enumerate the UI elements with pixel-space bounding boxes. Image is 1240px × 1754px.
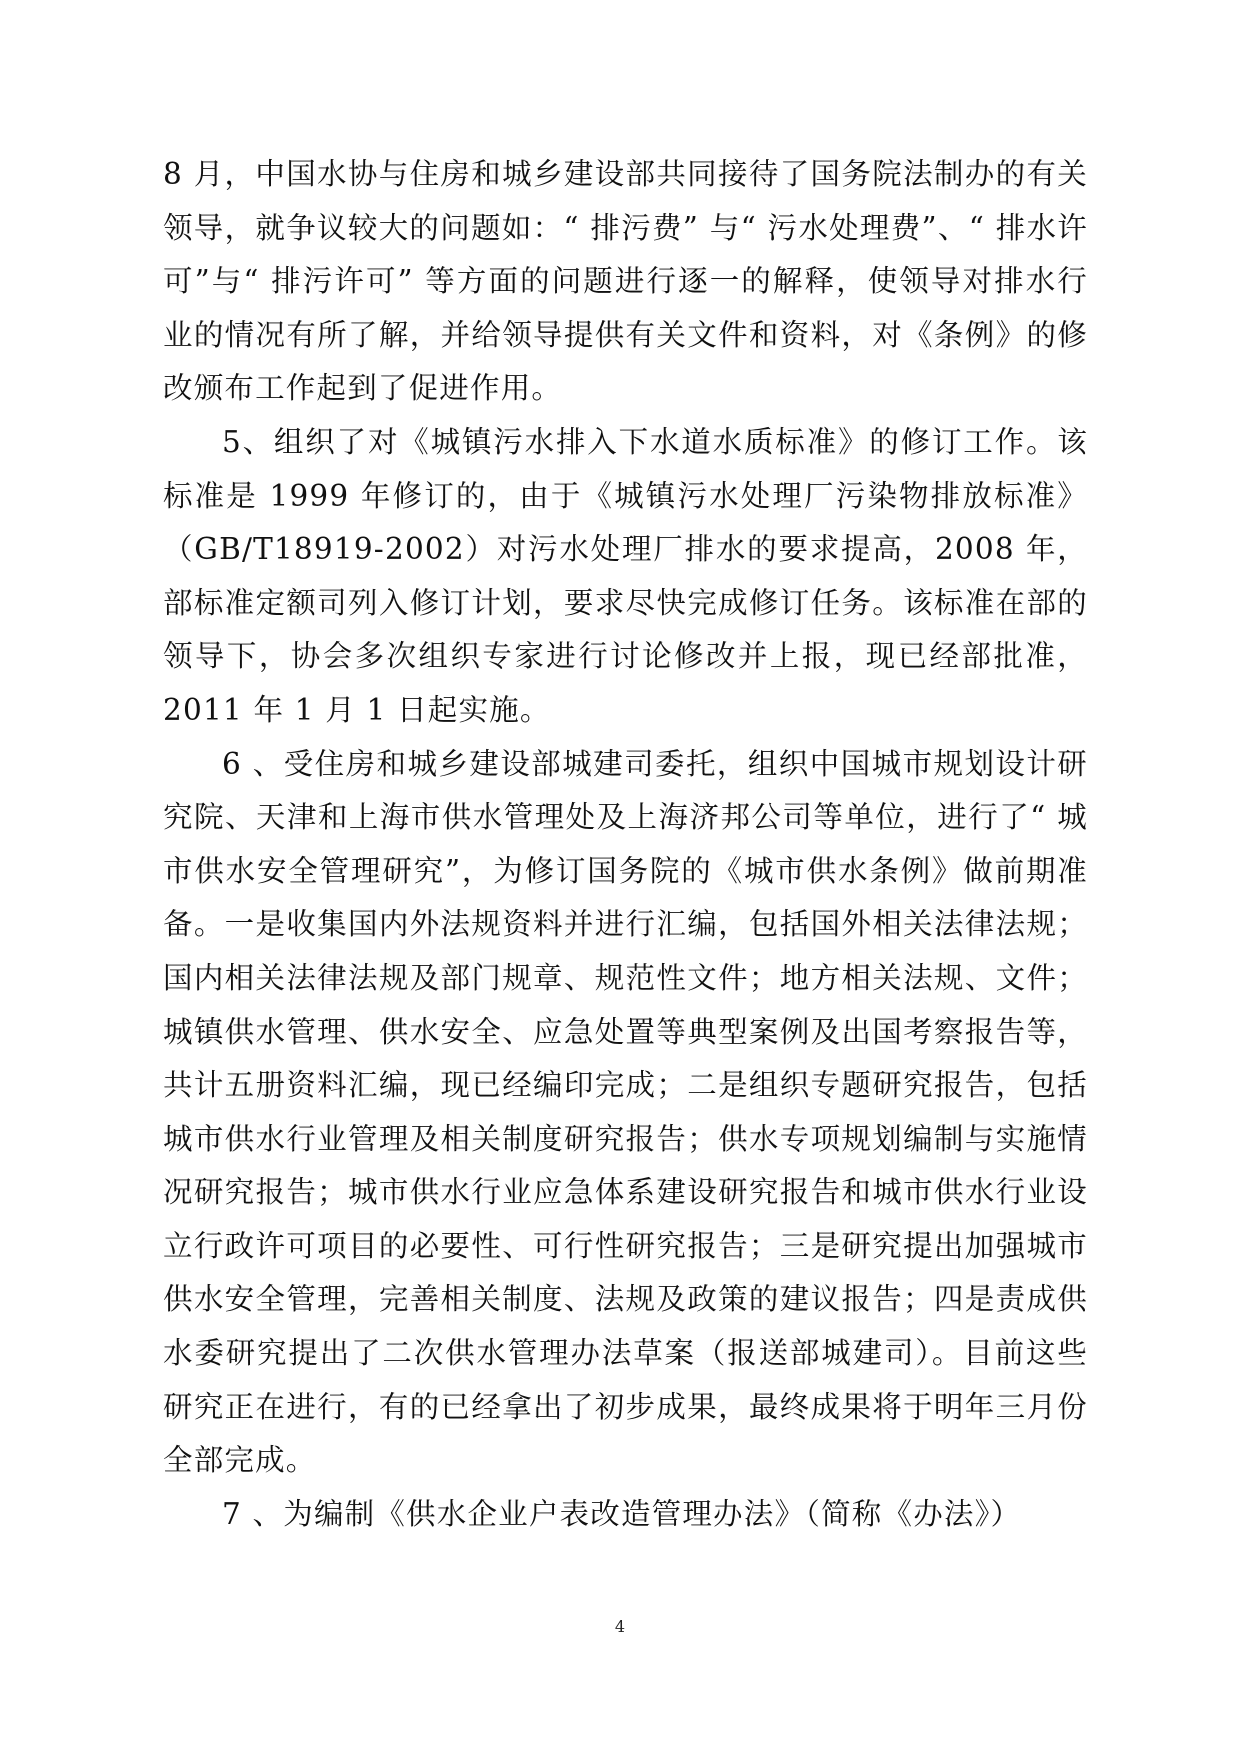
body-text	[163, 148, 1088, 1541]
paragraph-item-5: 5、组织了对《城镇污水排入下水道水质标准》的修订工作。该标准是 1999 年修订的，由于《城镇污水处理厂污染物排放标准》（GB/T18919-2002）对污水处理厂排水的要求提高，2008 年，部标准定额司列入修订计划，要求尽快完成修订任务。该标准在部的领导下，协会多次组织专家进行讨论修改并上报，现已经部批准，2011 年 1 月 1 日起实施。	[163, 424, 1088, 727]
page-number: 4	[614, 1617, 626, 1636]
paragraph-item-7: 7 、为编制《供水企业户表改造管理办法》（简称《办法》）	[222, 1496, 1022, 1531]
paragraph-item-6: 6 、受住房和城乡建设部城建司委托，组织中国城市规划设计研究院、天津和上海市供水管理处及上海济邦公司等单位，进行了“ 城市供水安全管理研究”，为修订国务院的《城市供水条例》做前期准备。一是收集国内外法规资料并进行汇编，包括国外相关法律法规；国内相关法律法规及部门规章、规范性文件；地方相关法规、文件；城镇供水管理、供水安全、应急处置等典型案例及出国考察报告等，共计五册资料汇编，现已经编印完成；二是组织专题研究报告，包括城市供水行业管理及相关制度研究报告；供水专项规划编制与实施情况研究报告；城市供水行业应急体系建设研究报告和城市供水行业设立行政许可项目的必要性、可行性研究报告；三是研究提出加强城市供水安全管理，完善相关制度、法规及政策的建议报告；四是责成供水委研究提出了二次供水管理办法草案（报送部城建司）。目前这些研究正在进行，有的已经拿出了初步成果，最终成果将于明年三月份全部完成。	[163, 746, 1088, 1478]
paragraph-continuation: 8 月，中国水协与住房和城乡建设部共同接待了国务院法制办的有关领导，就争议较大的问题如：“ 排污费” 与“ 污水处理费”、“ 排水许可”与“ 排污许可” 等方面的问题进行逐一的解释，使领导对排水行业的情况有所了解，并给领导提供有关文件和资料，对《条例》的修改颁布工作起到了促进作用。	[163, 157, 1088, 406]
